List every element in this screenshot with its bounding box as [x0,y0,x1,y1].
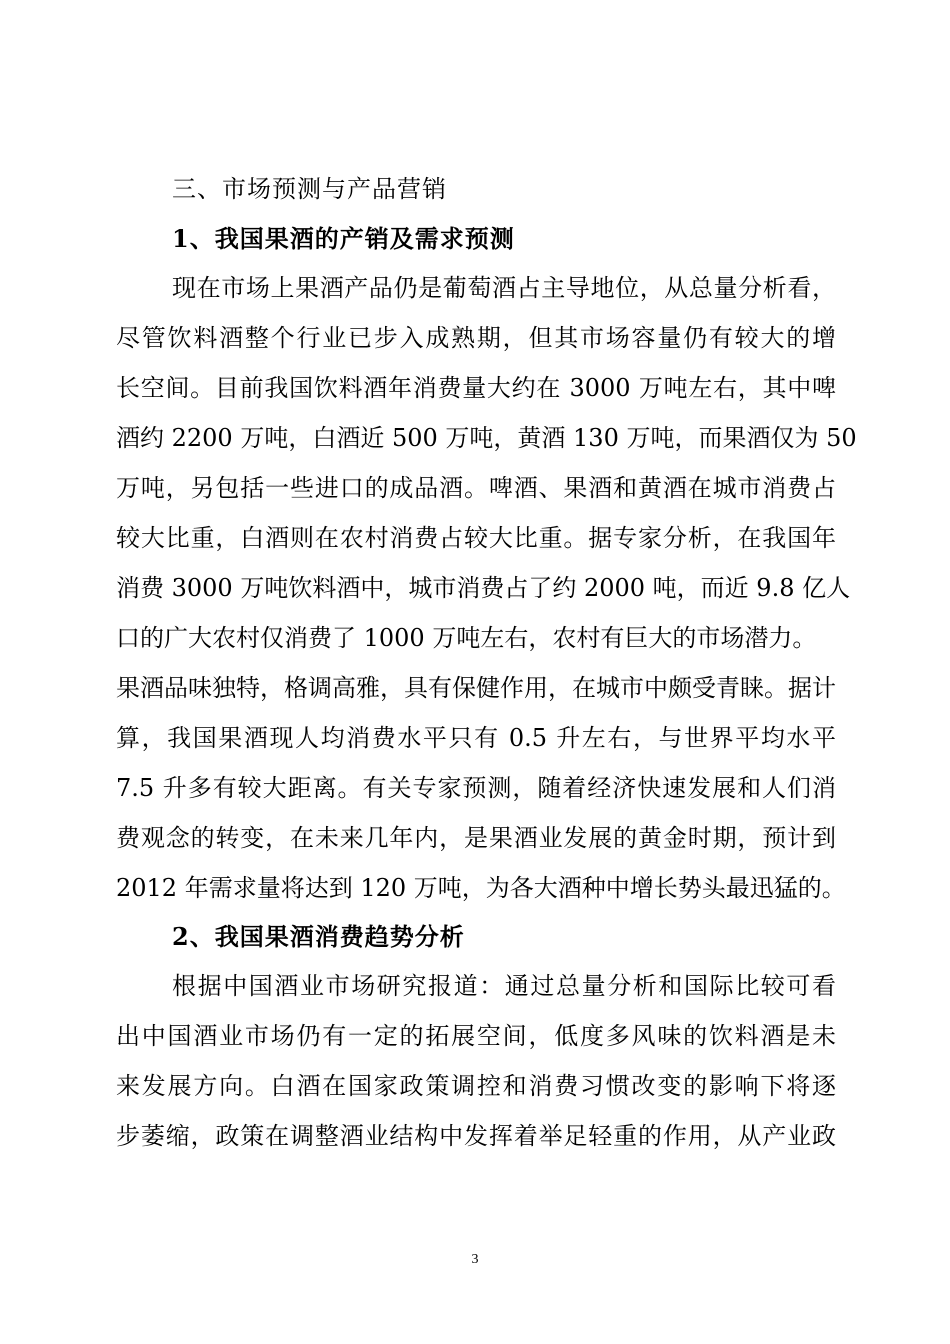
page-number: 3 [471,1252,479,1267]
paragraph-line: 酒约 2200 万吨，白酒近 500 万吨，黄酒 130 万吨，而果酒仅为 50 [116,424,857,452]
paragraph-line: 步萎缩，政策在调整酒业结构中发挥着举足轻重的作用，从产业政 [116,1122,836,1150]
paragraph-line: 根据中国酒业市场研究报道：通过总量分析和国际比较可看 [172,972,836,1000]
paragraph-line: 来发展方向。白酒在国家政策调控和消费习惯改变的影响下将逐 [116,1072,836,1100]
paragraph-line: 万吨，另包括一些进口的成品酒。啤酒、果酒和黄酒在城市消费占 [116,474,836,502]
paragraph-line: 较大比重，白酒则在农村消费占较大比重。据专家分析，在我国年 [116,524,836,552]
subsection-2-heading: 2、我国果酒消费趋势分析 [172,922,465,951]
paragraph-line: 7.5 升多有较大距离。有关专家预测，随着经济快速发展和人们消 [116,774,836,802]
subsection-2-paragraph [116,961,836,1161]
paragraph-line: 出中国酒业市场仍有一定的拓展空间，低度多风味的饮料酒是未 [116,1022,836,1050]
subsection-1-paragraph [116,263,857,913]
subsection-1-heading: 1、我国果酒的产销及需求预测 [172,224,515,253]
paragraph-line: 消费 3000 万吨饮料酒中，城市消费占了约 2000 吨，而近 9.8 亿人 [116,574,851,602]
paragraph-line: 长空间。目前我国饮料酒年消费量大约在 3000 万吨左右，其中啤 [116,374,836,402]
section-heading: 三、市场预测与产品营销 [172,175,447,203]
paragraph-line: 现在市场上果酒产品仍是葡萄酒占主导地位，从总量分析看， [172,274,836,302]
paragraph-line: 口的广大农村仅消费了 1000 万吨左右，农村有巨大的市场潜力。 [116,624,817,652]
paragraph-line: 果酒品味独特，格调高雅，具有保健作用，在城市中颇受青睐。据计 [116,674,836,702]
paragraph-line: 2012 年需求量将达到 120 万吨，为各大酒种中增长势头最迅猛的。 [116,874,846,902]
paragraph-line: 算，我国果酒现人均消费水平只有 0.5 升左右，与世界平均水平 [116,724,836,752]
paragraph-line: 费观念的转变，在未来几年内，是果酒业发展的黄金时期，预计到 [116,824,836,852]
paragraph-line: 尽管饮料酒整个行业已步入成熟期，但其市场容量仍有较大的增 [116,324,836,352]
